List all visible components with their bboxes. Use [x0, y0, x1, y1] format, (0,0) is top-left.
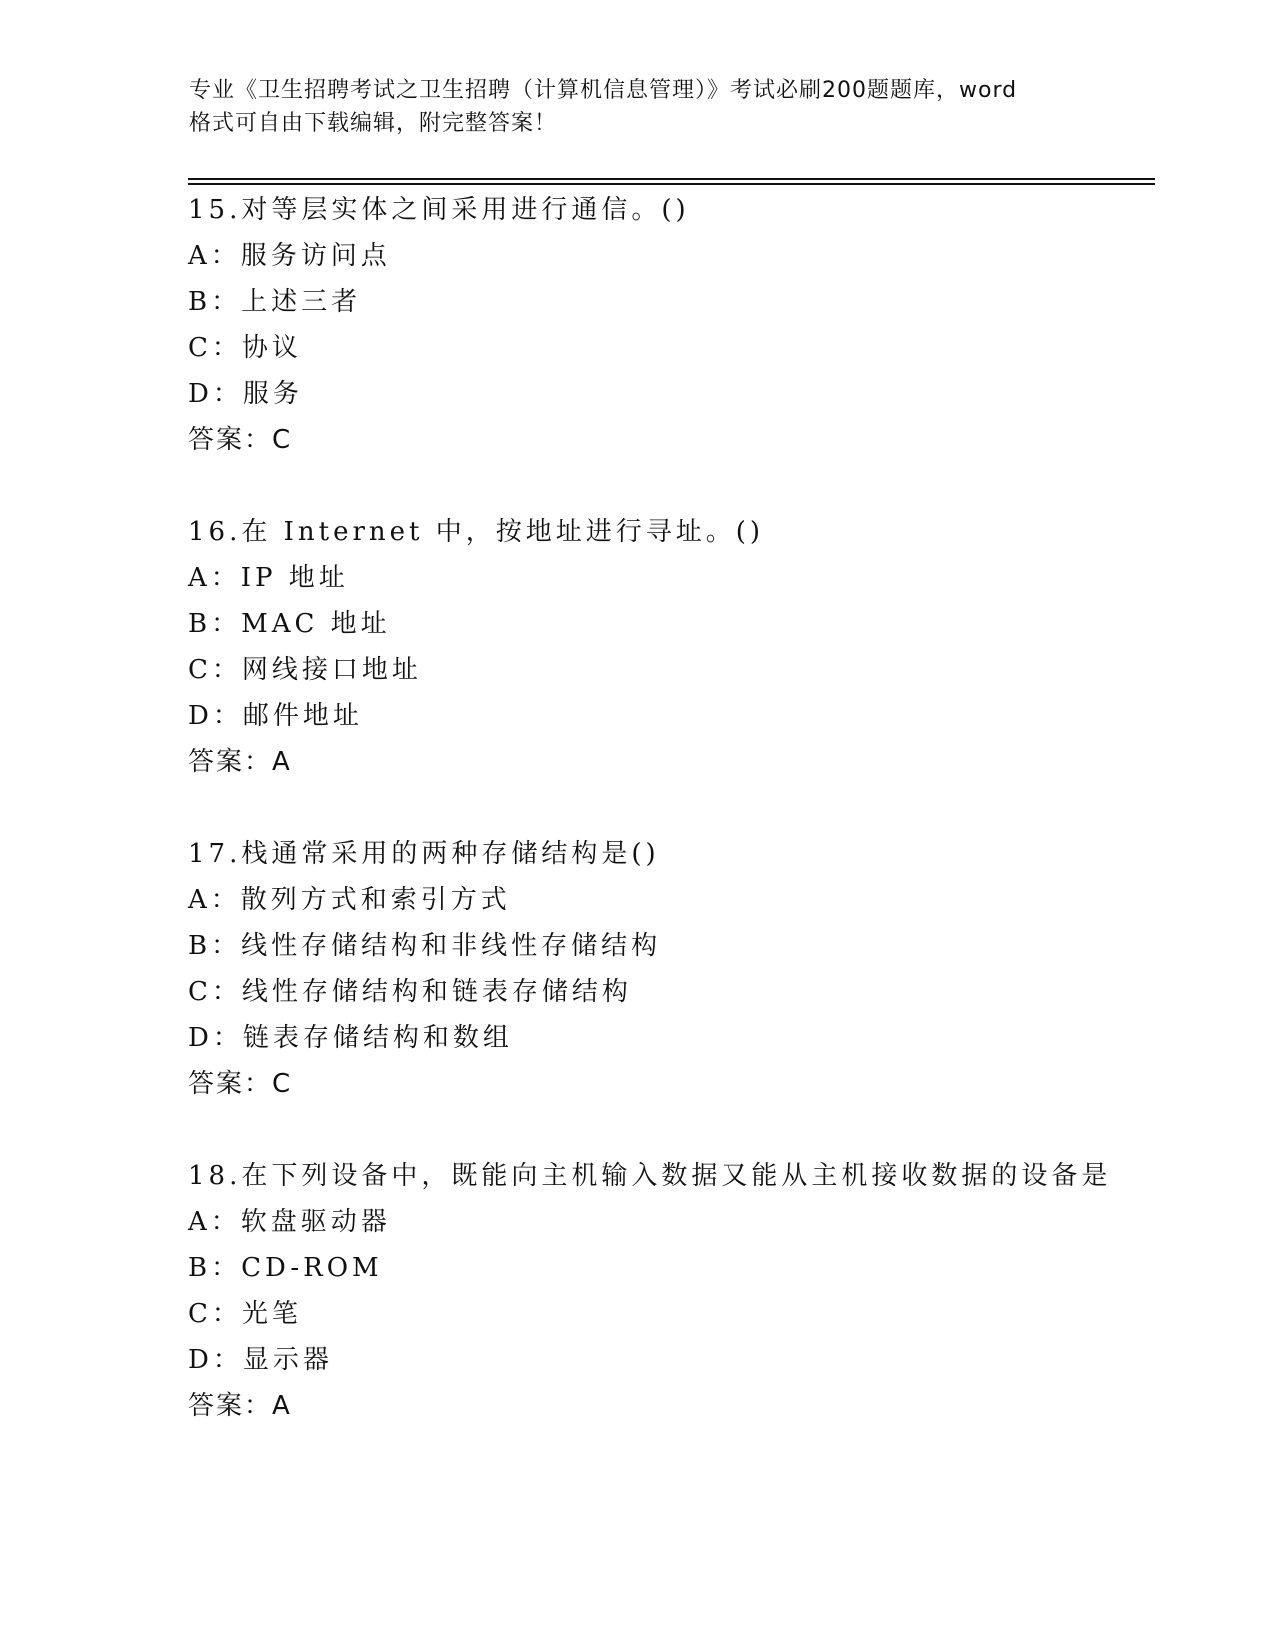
answer-line: 答案：A: [188, 747, 292, 777]
option-a: A：散列方式和索引方式: [188, 885, 511, 915]
question-stem: 15.对等层实体之间采用进行通信。(): [188, 195, 690, 225]
answer-line: 答案：C: [188, 1069, 293, 1099]
option-c: C：网线接口地址: [188, 655, 422, 685]
question-stem: 16.在 Internet 中，按地址进行寻址。(): [188, 517, 765, 547]
option-b: B：MAC 地址: [188, 609, 391, 639]
question-18: [188, 1153, 1148, 1429]
option-d: D：邮件地址: [188, 701, 363, 731]
document-header: [189, 74, 1129, 140]
question-stem: 17.栈通常采用的两种存储结构是(): [188, 839, 660, 869]
header-divider-top: [188, 178, 1155, 180]
option-d: D：显示器: [188, 1345, 333, 1375]
answer-line: 答案：A: [188, 1391, 292, 1421]
option-b: B：CD-ROM: [188, 1253, 383, 1283]
option-a: A：服务访问点: [188, 241, 391, 271]
question-16: [188, 509, 1148, 785]
header-line-1: 专业《卫生招聘考试之卫生招聘（计算机信息管理）》考试必刷200题题库，word: [189, 78, 1018, 103]
option-c: C：线性存储结构和链表存储结构: [188, 977, 632, 1007]
option-d: D：服务: [188, 379, 303, 409]
header-divider-bottom: [188, 183, 1155, 185]
question-15: [188, 187, 1148, 463]
option-b: B：线性存储结构和非线性存储结构: [188, 931, 662, 961]
option-a: A：软盘驱动器: [188, 1207, 391, 1237]
option-c: C：协议: [188, 333, 302, 363]
question-stem: 18.在下列设备中，既能向主机输入数据又能从主机接收数据的设备是: [188, 1161, 1112, 1191]
option-b: B：上述三者: [188, 287, 362, 317]
header-line-2: 格式可自由下载编辑，附完整答案！: [189, 111, 558, 136]
option-c: C：光笔: [188, 1299, 302, 1329]
answer-line: 答案：C: [188, 425, 293, 455]
option-d: D：链表存储结构和数组: [188, 1023, 513, 1053]
question-17: [188, 831, 1148, 1107]
question-list: [188, 187, 1148, 1475]
option-a: A：IP 地址: [188, 563, 349, 593]
